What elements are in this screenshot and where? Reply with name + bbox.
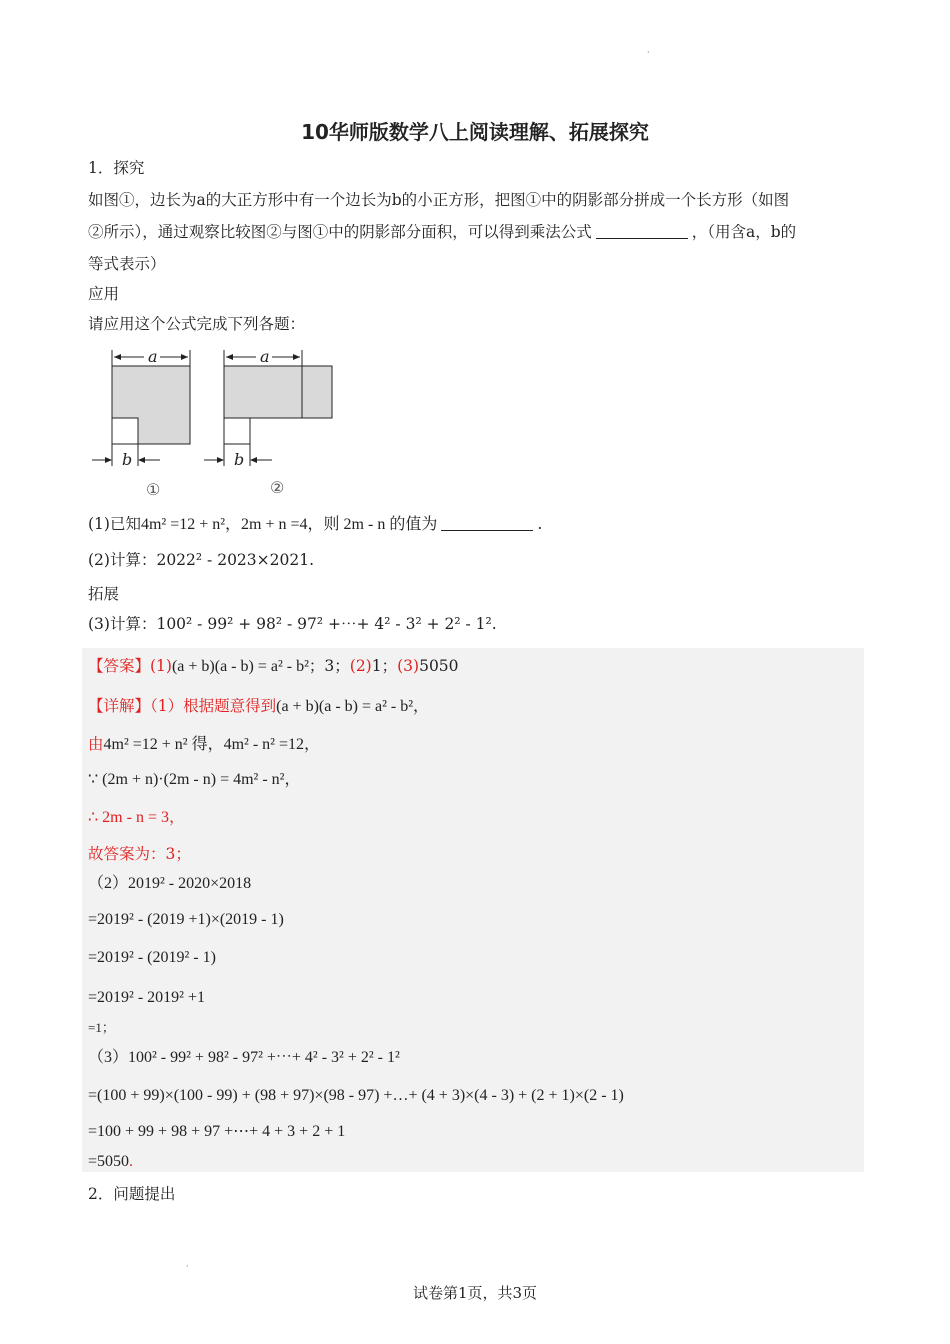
q1-intro-line1: 如图①，边长为a的大正方形中有一个边长为b的小正方形，把图①中的阴影部分拼成一个长方形（如图 [88, 191, 790, 209]
detail-line8: =2019² - (2019 +1)×(2019 - 1) [88, 911, 284, 928]
part1-answer-blank[interactable] [441, 516, 533, 531]
detail-line15-end: . [129, 1153, 134, 1170]
detail-line9: =2019² - (2019² - 1) [88, 949, 216, 966]
dot-mark: · [647, 48, 650, 57]
detail-line15-value: =5050 [88, 1153, 130, 1170]
q1-intro-line2-b: ，（用含a，b的 [691, 223, 797, 241]
answer-label: 【答案】(1) [88, 657, 172, 675]
detail-line [88, 694, 429, 719]
page-title: 10华师版数学八上阅读理解、拓展探究 [301, 120, 649, 144]
q1-part1-prefix: (1)已知 [88, 515, 141, 533]
answer-part3-label: (3) [397, 657, 420, 675]
q1-part3: (3)计算：100² - 99² + 98² - 97² +⋯+ 4² - 3² + 2² - 1². [88, 615, 497, 633]
detail-label: 【详解】（1）根据题意得到 [88, 697, 277, 715]
q1-part1-text: 4m² =12 + n²，2m + n =4，则 2m - n 的值为 [140, 516, 438, 533]
q1-part1 [88, 512, 542, 537]
q2-heading: 2．问题提出 [88, 1185, 176, 1203]
detail-line15 [88, 1150, 133, 1174]
detail-line6: 故答案为：3； [88, 845, 191, 863]
q1-intro-line2-a: ②所示），通过观察比较图②与图①中的阴影部分面积，可以得到乘法公式 [88, 223, 592, 241]
detail-formula: (a + b)(a - b) = a² - b²， [276, 698, 430, 715]
q1-intro-line3: 等式表示） [88, 255, 166, 273]
detail-line10: =2019² - 2019² +1 [88, 989, 205, 1006]
figure-2 [204, 350, 332, 466]
answer-line [88, 654, 459, 679]
q1-part1-end: . [537, 515, 543, 533]
answer-formula: (a + b)(a - b) = a² - b² [171, 658, 309, 675]
fig1-number: ① [146, 480, 161, 499]
figures [88, 342, 348, 502]
answer-part2-label: (2) [349, 657, 372, 675]
q1-intro-line2 [88, 220, 796, 244]
detail-line12: （3）100² - 99² + 98² - 97² +⋯+ 4² - 3² + 2² - 1² [88, 1049, 400, 1066]
figure-1 [92, 350, 190, 466]
detail-line14: =100 + 99 + 98 + 97 +⋯+ 4 + 3 + 2 + 1 [88, 1123, 346, 1140]
detail-line3 [88, 732, 320, 757]
answer-part2-value: 1； [371, 657, 398, 675]
answer-part3-value: 5050 [419, 657, 459, 675]
dot-mark-bottom: · [186, 1262, 189, 1271]
fig1-b-label: b [122, 450, 133, 469]
q1-extend: 拓展 [88, 585, 120, 603]
q1-apply-instruction: 请应用这个公式完成下列各题： [88, 315, 306, 333]
page-footer: 试卷第1页，共3页 [412, 1284, 538, 1302]
detail-line3-math: 4m² =12 + n² 得，4m² - n² =12， [103, 736, 320, 753]
fig1-a-label: a [148, 347, 158, 366]
q1-part2: (2)计算：2022² - 2023×2021. [88, 551, 315, 569]
detail-line7: （2）2019² - 2020×2018 [88, 875, 252, 892]
answer-blank[interactable] [596, 224, 688, 239]
answer-part1-value: ；3； [308, 657, 350, 675]
detail-line3-prefix: 由 [88, 735, 104, 753]
detail-line5: ∴ 2m - n = 3， [88, 809, 185, 826]
fig2-number: ② [270, 478, 285, 497]
q1-heading: 1．探究 [88, 159, 145, 177]
detail-line11: =1； [88, 1020, 115, 1035]
fig2-a-label: a [260, 347, 270, 366]
detail-line13: =(100 + 99)×(100 - 99) + (98 + 97)×(98 - 97) +…+ (4 + 3)×(4 - 3) + (2 + 1)×(2 - 1) [88, 1087, 624, 1104]
fig2-b-label: b [234, 450, 245, 469]
detail-line4: ∵ (2m + n)·(2m - n) = 4m² - n²， [88, 771, 301, 788]
q1-apply: 应用 [88, 285, 120, 303]
